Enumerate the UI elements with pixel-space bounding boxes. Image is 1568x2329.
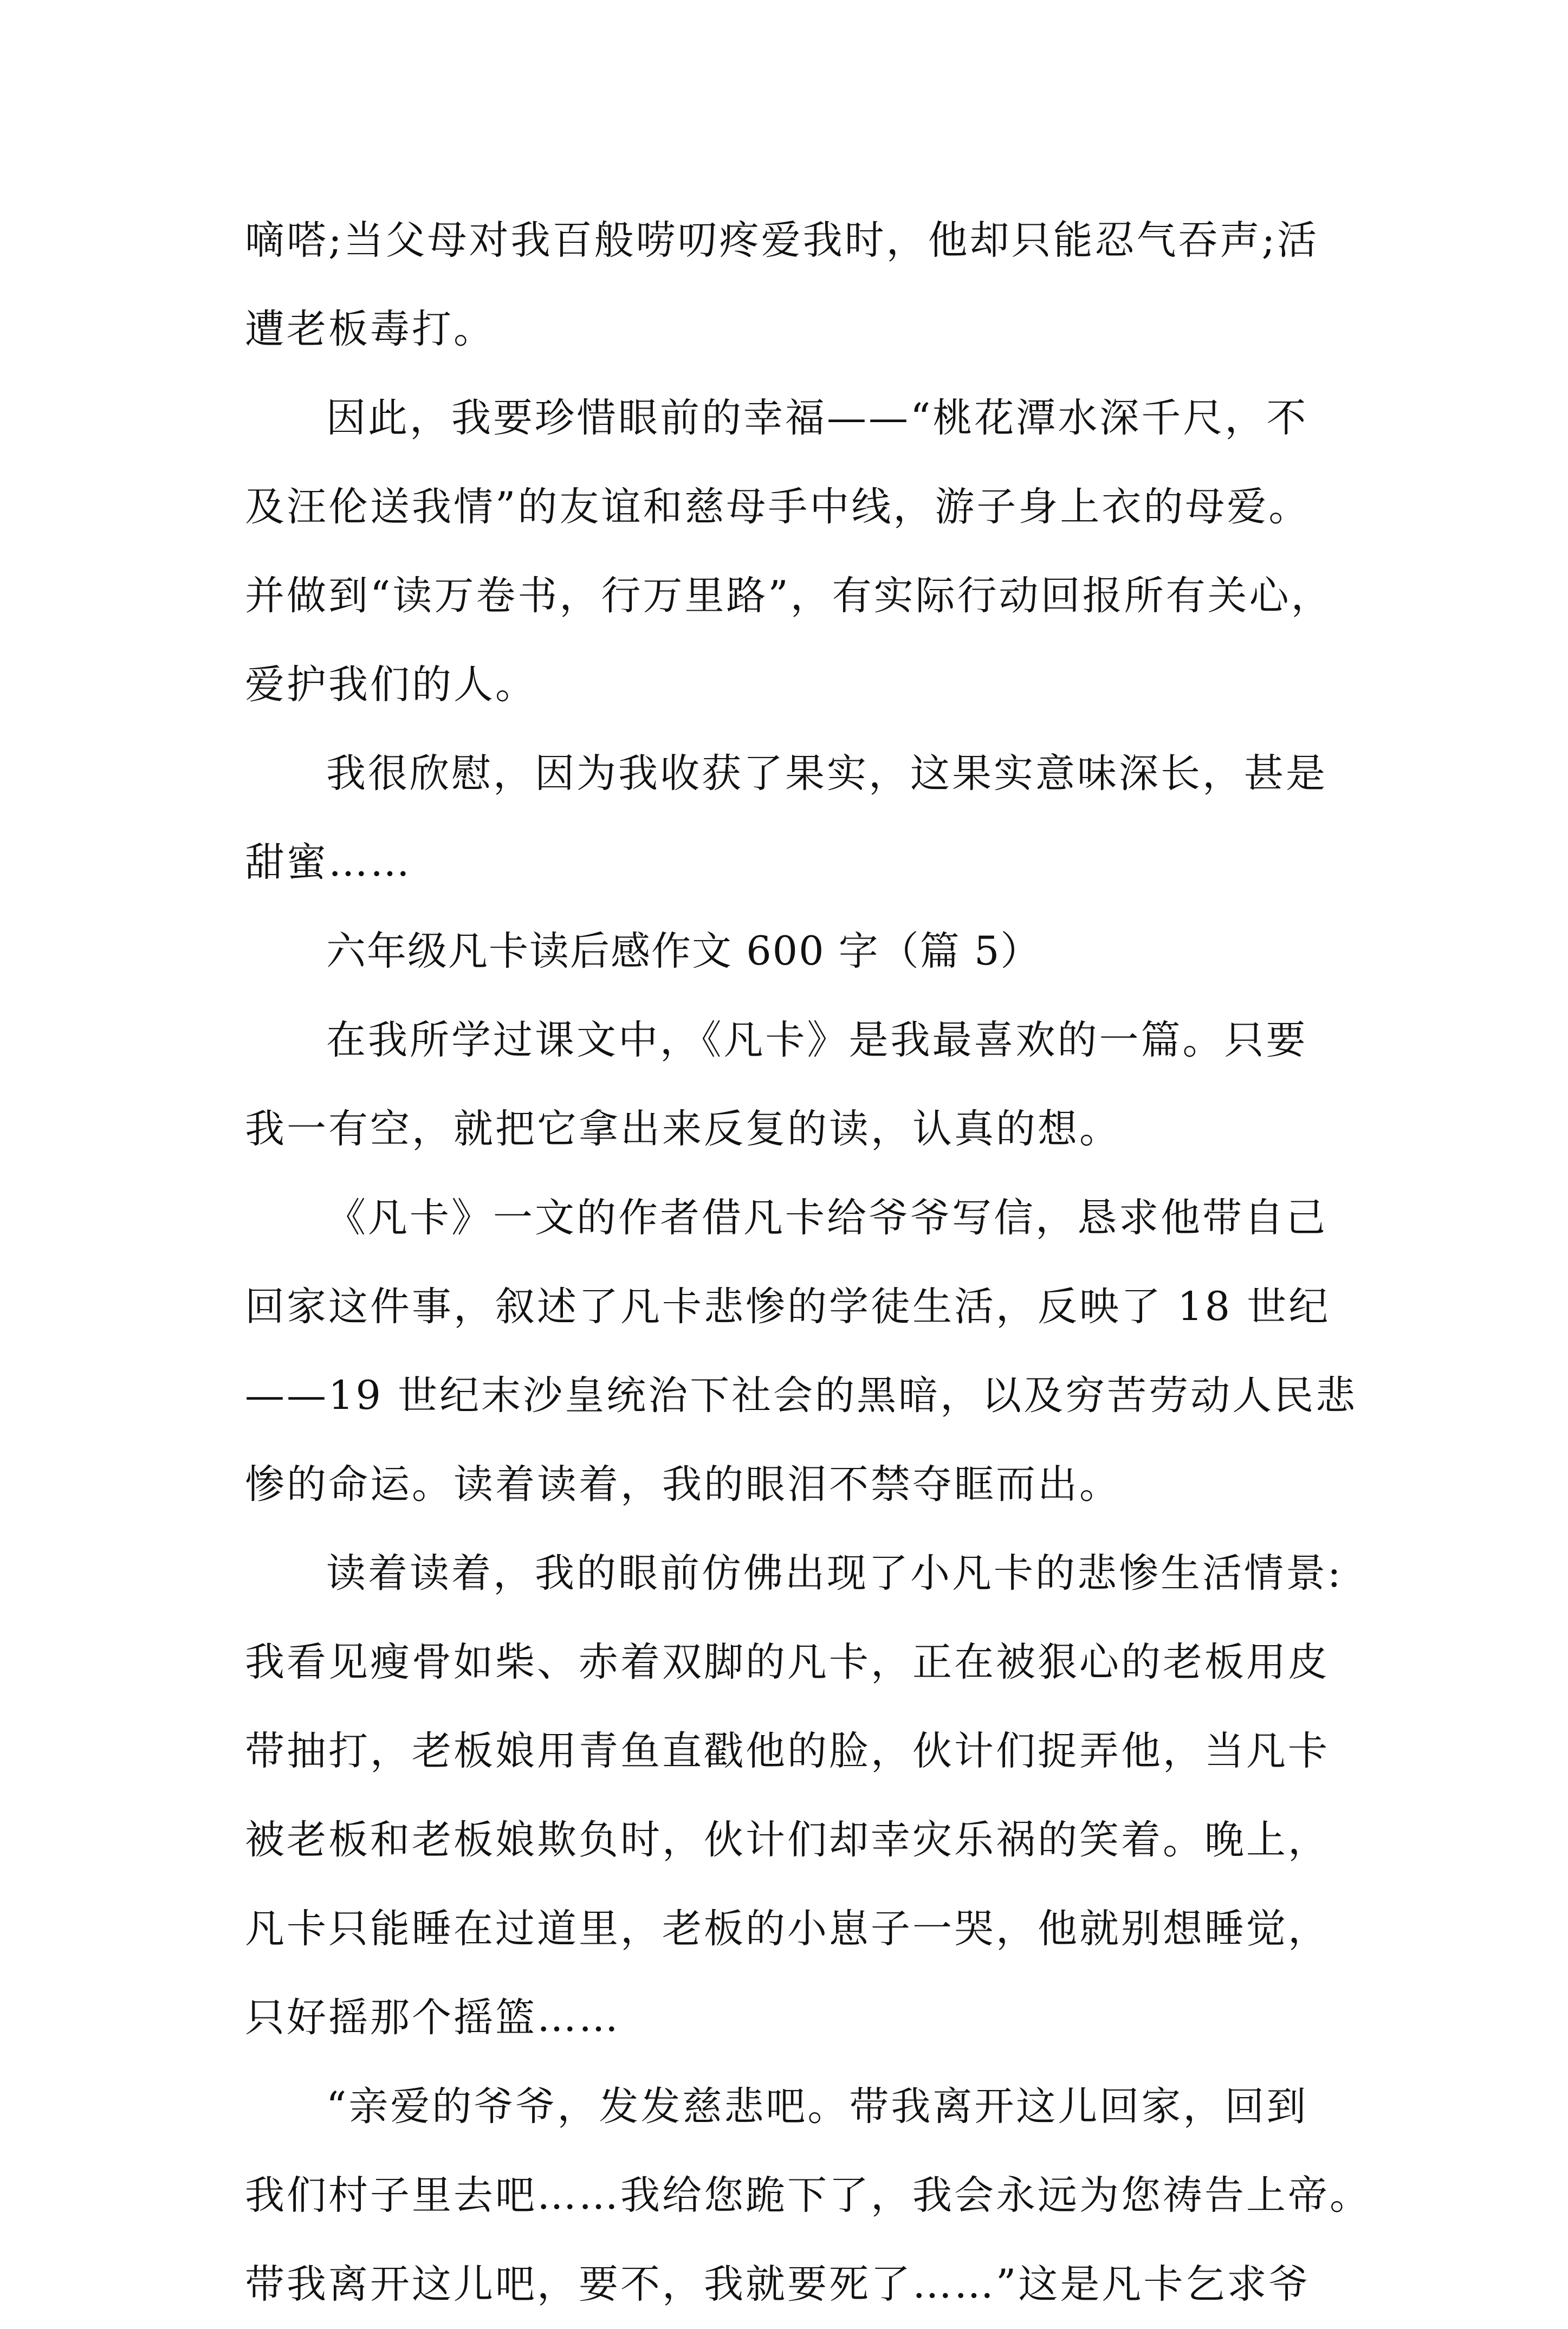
text-line: 我一有空，就把它拿出来反复的读，认真的想。 [245,1106,1121,1152]
section-heading: 六年级凡卡读后感作文 600 字（篇 5） [326,928,1041,974]
paragraph-start-line: 因此，我要珍惜眼前的幸福——“桃花潭水深千尺，不 [326,395,1308,441]
text-line: ——19 世纪末沙皇统治下社会的黑暗，以及穷苦劳动人民悲 [245,1373,1358,1419]
text-line: 带我离开这儿吧，要不，我就要死了……”这是凡卡乞求爷 [245,2261,1311,2307]
paragraph-start-line: 在我所学过课文中，《凡卡》是我最喜欢的一篇。只要 [326,1017,1308,1063]
text-line: 我看见瘦骨如柴、赤着双脚的凡卡，正在被狠心的老板用皮 [245,1639,1330,1685]
text-line: 及汪伦送我情”的友谊和慈母手中线，游子身上衣的母爱。 [245,484,1311,530]
paragraph-start-line: 我很欣慰，因为我收获了果实，这果实意味深长，甚是 [326,751,1327,797]
text-line: 甜蜜…… [245,839,412,885]
text-line: 凡卡只能睡在过道里，老板的小崽子一哭，他就别想睡觉， [245,1906,1330,1952]
text-line: 我们村子里去吧……我给您跪下了，我会永远为您祷告上帝。 [245,2172,1371,2218]
text-line: 遭老板毒打。 [245,306,495,352]
text-line: 只好摇那个摇篮…… [245,1995,620,2041]
body-text [245,196,1371,2329]
text-line: 并做到“读万卷书，行万里路”，有实际行动回报所有关心， [245,573,1333,619]
text-line: 回家这件事，叙述了凡卡悲惨的学徒生活，反映了 18 世纪 [245,1284,1331,1330]
paragraph-start-line: “亲爱的爷爷，发发慈悲吧。带我离开这儿回家，回到 [326,2084,1308,2130]
text-line: 爱护我们的人。 [245,662,537,708]
paragraph-start-line: 《凡卡》一文的作者借凡卡给爷爷写信，恳求他带自己 [326,1195,1327,1241]
text-line: 嘀嗒;当父母对我百般唠叨疼爱我时，他却只能忍气吞声;活 [245,217,1319,263]
text-line: 惨的命运。读着读着，我的眼泪不禁夺眶而出。 [245,1461,1121,1508]
paragraph-start-line: 读着读着，我的眼前仿佛出现了小凡卡的悲惨生活情景: [326,1550,1343,1596]
text-line: 带抽打，老板娘用青鱼直戳他的脸，伙计们捉弄他，当凡卡 [245,1728,1330,1774]
text-line: 被老板和老板娘欺负时，伙计们却幸灾乐祸的笑着。晚上， [245,1817,1330,1863]
